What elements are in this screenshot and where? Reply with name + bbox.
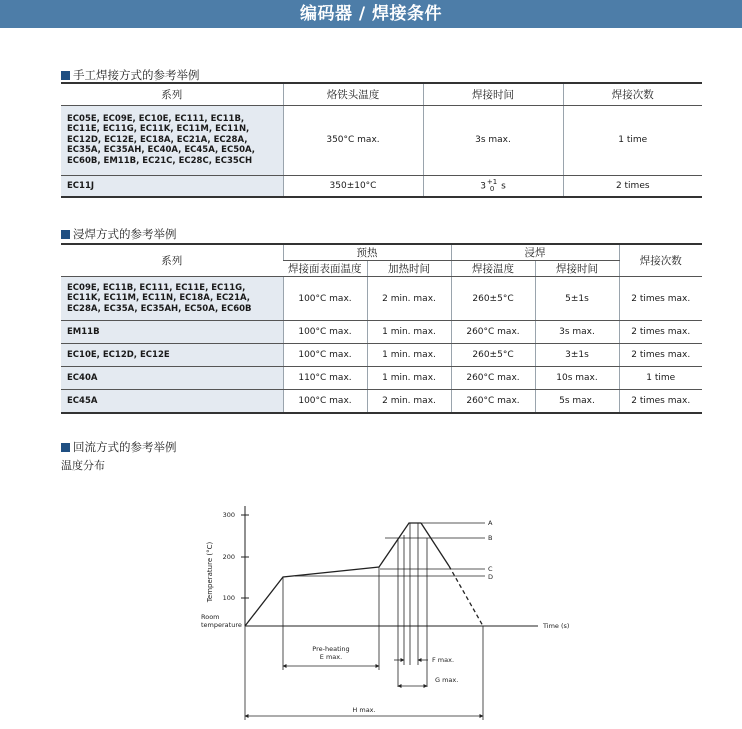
series-cell: EC09E, EC11B, EC111, EC11E, EC11G, EC11K, EC11M, EC11N, EC18A, EC21A, EC28A, EC35A, EC35AH, EC50A, EC60B [61, 277, 283, 321]
solder-temp-cell: 260°C max. [451, 367, 535, 390]
section-square-icon [61, 443, 70, 452]
solder-temp-cell: 260±5°C [451, 344, 535, 367]
h-max-label: H max. [352, 706, 376, 714]
solder-count-cell: 2 times max. [619, 390, 702, 413]
header-preheat: 预热 [283, 244, 451, 261]
solder-time-cell: 10s max. [535, 367, 619, 390]
header-heat-time: 加热时间 [367, 261, 451, 277]
page-banner: 编码器 / 焊接条件 [0, 0, 742, 28]
table-row [61, 321, 702, 344]
level-c-label: C [488, 565, 493, 573]
reflow-profile-diagram [195, 500, 585, 725]
surface-temp-cell: 110°C max. [283, 367, 367, 390]
series-cell: EC45A [61, 390, 283, 413]
solder-count-cell: 1 time [619, 367, 702, 390]
section-square-icon [61, 71, 70, 80]
x-axis-label: Time (s) [543, 622, 570, 630]
preheat-label-1: Pre-heating [312, 645, 350, 653]
solder-temp-cell: 260°C max. [451, 321, 535, 344]
series-cell: EC11J [61, 175, 283, 197]
surface-temp-cell: 100°C max. [283, 321, 367, 344]
tip-temp-cell: 350°C max. [283, 105, 423, 175]
surface-temp-cell: 100°C max. [283, 390, 367, 413]
surface-temp-cell: 100°C max. [283, 277, 367, 321]
table-row [61, 277, 702, 321]
solder-time-cell: 5s max. [535, 390, 619, 413]
time-tolerance-minus: 0 [489, 184, 495, 193]
solder-count-cell: 2 times max. [619, 321, 702, 344]
dip-solder-table [61, 243, 702, 414]
solder-time-cell [423, 175, 563, 197]
dip-section-title [61, 226, 177, 242]
heat-time-cell: 2 min. max. [367, 277, 451, 321]
header-surface-temp: 焊接面表面温度 [283, 261, 367, 277]
level-d-label: D [488, 573, 494, 581]
table-row [61, 105, 702, 175]
header-series: 系列 [61, 83, 283, 105]
series-cell: EC10E, EC12D, EC12E [61, 344, 283, 367]
solder-time-cell: 5±1s [535, 277, 619, 321]
profile-curve [245, 523, 421, 626]
tip-temp-cell: 350±10°C [283, 175, 423, 197]
f-max-label: F max. [432, 656, 455, 664]
heat-time-cell: 1 min. max. [367, 321, 451, 344]
manual-section-title [61, 67, 200, 83]
solder-temp-cell: 260±5°C [451, 277, 535, 321]
series-cell: EC40A [61, 367, 283, 390]
header-series: 系列 [61, 244, 283, 277]
header-solder-temp: 焊接温度 [451, 261, 535, 277]
cooling-curve [449, 566, 483, 626]
solder-count-cell: 1 time [563, 105, 702, 175]
y-tick-200: 200 [222, 553, 235, 561]
section-square-icon [61, 230, 70, 239]
table-row [61, 390, 702, 413]
y-tick-300: 300 [222, 511, 235, 519]
room-label-1: Room [201, 613, 220, 621]
heat-time-cell: 1 min. max. [367, 344, 451, 367]
table-row [61, 344, 702, 367]
solder-temp-cell: 260°C max. [451, 390, 535, 413]
y-tick-100: 100 [222, 594, 235, 602]
time-unit: s [498, 181, 506, 192]
solder-count-cell: 2 times max. [619, 344, 702, 367]
header-solder-time: 焊接时间 [423, 83, 563, 105]
series-cell: EM11B [61, 321, 283, 344]
reflow-title-text: 回流方式的参考举例 [73, 440, 177, 454]
reflow-section-title [61, 439, 177, 455]
preheat-label-2: E max. [319, 653, 343, 661]
level-b-label: B [488, 534, 493, 542]
reflow-subtitle: 温度分布 [61, 459, 105, 472]
header-tip-temp: 烙铁头温度 [283, 83, 423, 105]
manual-title-text: 手工焊接方式的参考举例 [73, 68, 200, 82]
header-solder-time: 焊接时间 [535, 261, 619, 277]
table-row [61, 367, 702, 390]
g-max-label: G max. [435, 676, 459, 684]
solder-count-cell: 2 times max. [619, 277, 702, 321]
solder-time-cell: 3±1s [535, 344, 619, 367]
heat-time-cell: 2 min. max. [367, 390, 451, 413]
header-solder-count: 焊接次数 [563, 83, 702, 105]
table-row [61, 175, 702, 197]
header-dip: 浸焊 [451, 244, 619, 261]
room-label-2: temperature [201, 621, 242, 629]
manual-solder-table [61, 82, 702, 198]
surface-temp-cell: 100°C max. [283, 344, 367, 367]
heat-time-cell: 1 min. max. [367, 367, 451, 390]
solder-time-cell: 3s max. [423, 105, 563, 175]
solder-time-cell: 3s max. [535, 321, 619, 344]
y-axis-label: Temperature (°C) [206, 541, 214, 603]
time-tolerance-plus: +1 [486, 177, 498, 186]
time-base: 3 [480, 181, 486, 192]
solder-count-cell: 2 times [563, 175, 702, 197]
dip-title-text: 浸焊方式的参考举例 [73, 227, 177, 241]
level-a-label: A [488, 519, 493, 527]
series-cell: EC05E, EC09E, EC10E, EC111, EC11B, EC11E, EC11G, EC11K, EC11M, EC11N, EC12D, EC12E, EC18A, EC21A, EC28A, EC35A, EC35AH, EC40A, EC45A, EC50A, EC60B, EM11B, EC21C, EC28C, EC35CH [61, 105, 283, 175]
header-solder-count: 焊接次数 [619, 244, 702, 277]
